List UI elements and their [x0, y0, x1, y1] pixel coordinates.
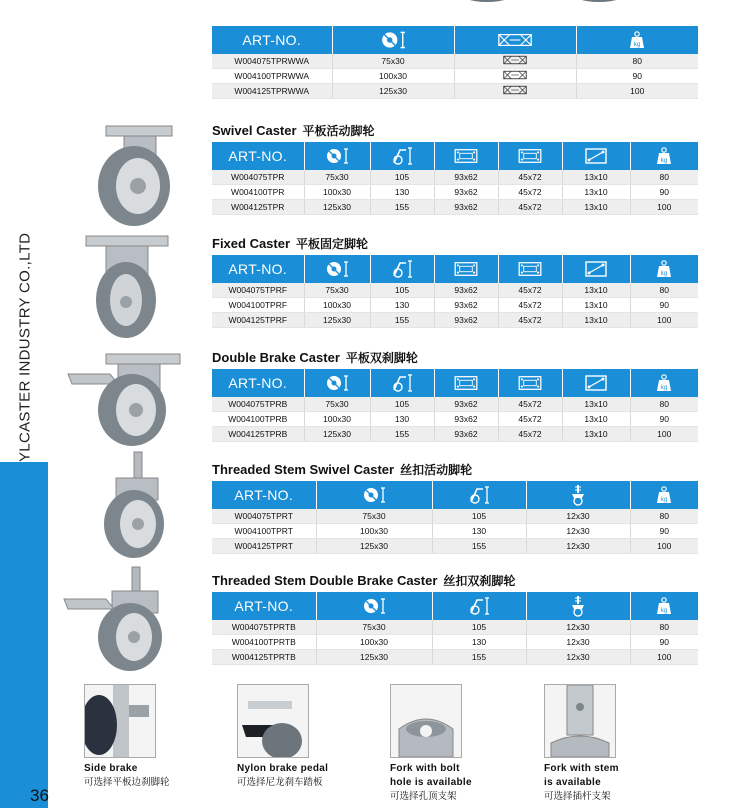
plate-cell: 93x62: [434, 185, 498, 200]
thread-stem-icon: [526, 592, 630, 620]
art-no-cell: W004100TPRB: [212, 412, 304, 427]
feature-nylon-brake-pedal: [237, 684, 377, 790]
top-plate-icon: [454, 26, 576, 54]
table-row: [212, 427, 698, 442]
section-title-en: Swivel Caster: [212, 123, 297, 138]
table-row: [212, 509, 698, 524]
spacing-cell: 45x72: [498, 185, 562, 200]
load-cell: 100: [630, 313, 698, 328]
threaded-swivel-caster-photo: [80, 450, 190, 560]
size-cell: 125x30: [304, 313, 370, 328]
spec-table: [212, 26, 698, 99]
load-kg-icon: [630, 369, 698, 397]
thread-cell: 12x30: [526, 524, 630, 539]
art-no-cell: W004075TPRB: [212, 397, 304, 412]
bolt-hole-spacing-icon: [498, 142, 562, 170]
table-header: [212, 481, 698, 509]
plate-cell: 93x62: [434, 298, 498, 313]
height-cell: 105: [432, 620, 526, 635]
size-cell: 100x30: [316, 524, 432, 539]
section-title-en: Threaded Stem Double Brake Caster: [212, 573, 438, 588]
load-cell: 90: [630, 298, 698, 313]
size-icon: [304, 369, 370, 397]
size-cell: 100x30: [304, 185, 370, 200]
table-row: [212, 185, 698, 200]
section-title-cn: 丝扣双刹脚轮: [443, 574, 516, 588]
load-cell: 90: [630, 412, 698, 427]
spacing-cell: 45x72: [498, 200, 562, 215]
height-cell: 130: [370, 185, 434, 200]
load-cell: 80: [576, 54, 698, 69]
load-kg-icon: [630, 481, 698, 509]
load-cell: 90: [630, 185, 698, 200]
side-brake-photo: [84, 684, 156, 758]
table-row: [212, 69, 698, 84]
load-cell: 80: [630, 170, 698, 185]
load-cell: 90: [630, 635, 698, 650]
height-cell: 155: [370, 200, 434, 215]
top-plate-icon: [434, 369, 498, 397]
table-row: [212, 84, 698, 99]
height-cell: 155: [370, 427, 434, 442]
table-header: [212, 592, 698, 620]
art-no-cell: W004075TPR: [212, 170, 304, 185]
load-cell: 100: [630, 539, 698, 554]
table-header: [212, 255, 698, 283]
art-no-cell: W004075TPRT: [212, 509, 316, 524]
feature-caption-cn: 可选择平板边刹脚轮: [84, 777, 170, 788]
art-no-cell: W004075TPRTB: [212, 620, 316, 635]
bolt-cell: 13x10: [562, 185, 630, 200]
fixed-caster-photo: [76, 232, 186, 340]
table-row: [212, 412, 698, 427]
bolt-hole-icon: [562, 142, 630, 170]
plate-cell: 93x62: [434, 412, 498, 427]
spec-table: [212, 142, 698, 215]
bolt-cell: 13x10: [562, 397, 630, 412]
section-title: [212, 349, 418, 366]
height-icon: [432, 592, 526, 620]
size-icon: [304, 255, 370, 283]
thread-cell: 12x30: [526, 509, 630, 524]
bolt-cell: 13x10: [562, 412, 630, 427]
bolt-cell: 13x10: [562, 298, 630, 313]
height-icon: [370, 255, 434, 283]
art-no-cell: W004100TPRT: [212, 524, 316, 539]
table-header: [212, 142, 698, 170]
art-no-cell: W004125TPRF: [212, 313, 304, 328]
size-icon: [316, 592, 432, 620]
height-cell: 130: [370, 412, 434, 427]
art-no-cell: W004075TPRF: [212, 283, 304, 298]
art-no-header: ART-NO.: [212, 142, 304, 170]
height-cell: 105: [370, 170, 434, 185]
spacing-cell: 45x72: [498, 283, 562, 298]
size-cell: 125x30: [316, 650, 432, 665]
table-row: [212, 397, 698, 412]
plate-symbol-icon: [500, 70, 530, 80]
page-number: 36: [30, 786, 49, 805]
load-cell: 90: [576, 69, 698, 84]
table-header: [212, 369, 698, 397]
section-title-cn: 丝扣活动脚轮: [400, 463, 473, 477]
height-icon: [370, 142, 434, 170]
height-icon: [432, 481, 526, 509]
size-cell: 100x30: [304, 298, 370, 313]
thread-cell: 12x30: [526, 635, 630, 650]
size-cell: 75x30: [304, 397, 370, 412]
plate-cell: 93x62: [434, 283, 498, 298]
art-no-cell: W004125TPRT: [212, 539, 316, 554]
bolt-cell: 13x10: [562, 170, 630, 185]
plate-cell: [454, 84, 576, 99]
height-cell: 155: [432, 650, 526, 665]
art-no-cell: W004100TPRTB: [212, 635, 316, 650]
thread-cell: 12x30: [526, 539, 630, 554]
spec-table: [212, 592, 698, 665]
feature-fork-stem: [544, 684, 684, 804]
load-cell: 100: [576, 84, 698, 99]
section-title-en: Fixed Caster: [212, 236, 291, 251]
plate-cell: 93x62: [434, 427, 498, 442]
height-cell: 105: [370, 283, 434, 298]
section-title-cn: 平板固定脚轮: [296, 237, 369, 251]
plate-cell: [454, 69, 576, 84]
spec-table: [212, 255, 698, 328]
table-row: [212, 524, 698, 539]
art-no-cell: W004125TPRWWA: [212, 84, 332, 99]
spacing-cell: 45x72: [498, 412, 562, 427]
bolt-cell: 13x10: [562, 283, 630, 298]
section-title: [212, 572, 515, 589]
load-cell: 90: [630, 524, 698, 539]
bolt-hole-spacing-icon: [498, 255, 562, 283]
load-kg-icon: [576, 26, 698, 54]
spacing-cell: 45x72: [498, 298, 562, 313]
size-cell: 75x30: [304, 170, 370, 185]
art-no-header: ART-NO.: [212, 255, 304, 283]
spec-table: [212, 369, 698, 442]
size-cell: 100x30: [304, 412, 370, 427]
bolt-cell: 13x10: [562, 427, 630, 442]
height-cell: 130: [432, 524, 526, 539]
wheel-photo-crop: [458, 0, 516, 2]
section-title-en: Threaded Stem Swivel Caster: [212, 462, 395, 477]
load-cell: 80: [630, 283, 698, 298]
art-no-cell: W004125TPR: [212, 200, 304, 215]
bolt-hole-icon: [562, 255, 630, 283]
top-plate-icon: [434, 255, 498, 283]
load-cell: 80: [630, 509, 698, 524]
height-cell: 155: [432, 539, 526, 554]
size-cell: 75x30: [332, 54, 454, 69]
spacing-cell: 45x72: [498, 397, 562, 412]
load-cell: 100: [630, 200, 698, 215]
art-no-cell: W004075TPRWWA: [212, 54, 332, 69]
section-title-cn: 平板双刹脚轮: [345, 351, 418, 365]
swivel-caster-photo: [86, 120, 196, 228]
table-row: [212, 54, 698, 69]
section-title-cn: 平板活动脚轮: [302, 124, 375, 138]
art-no-header: ART-NO.: [212, 481, 316, 509]
height-cell: 105: [432, 509, 526, 524]
art-no-cell: W004100TPR: [212, 185, 304, 200]
bolt-cell: 13x10: [562, 200, 630, 215]
feature-caption-cn: 可选择尼龙刹车踏板: [237, 777, 323, 788]
art-no-cell: W004125TPRTB: [212, 650, 316, 665]
load-kg-icon: [630, 142, 698, 170]
load-kg-icon: [630, 592, 698, 620]
table-row: [212, 635, 698, 650]
load-cell: 100: [630, 650, 698, 665]
table-row: [212, 313, 698, 328]
spacing-cell: 45x72: [498, 170, 562, 185]
feature-side-brake: [84, 684, 224, 790]
height-cell: 105: [370, 397, 434, 412]
size-cell: 125x30: [332, 84, 454, 99]
table-row: [212, 539, 698, 554]
table-row: [212, 200, 698, 215]
plate-cell: [454, 54, 576, 69]
feature-fork-bolt-hole: [390, 684, 530, 804]
feature-title-line2: is available: [544, 777, 601, 788]
feature-title: Nylon brake pedal: [237, 763, 329, 774]
load-cell: 80: [630, 620, 698, 635]
size-cell: 75x30: [316, 509, 432, 524]
plate-cell: 93x62: [434, 200, 498, 215]
plate-cell: 93x62: [434, 313, 498, 328]
height-cell: 130: [370, 298, 434, 313]
feature-title-line2: hole is available: [390, 777, 472, 788]
table-row: [212, 650, 698, 665]
size-cell: 100x30: [316, 635, 432, 650]
plate-cell: 93x62: [434, 397, 498, 412]
table-row: [212, 170, 698, 185]
bolt-cell: 13x10: [562, 313, 630, 328]
company-name: YLCASTER INDUSTRY CO.,LTD: [16, 232, 34, 462]
height-cell: 155: [370, 313, 434, 328]
feature-title: Fork with bolt: [390, 763, 460, 774]
size-cell: 75x30: [304, 283, 370, 298]
thread-cell: 12x30: [526, 650, 630, 665]
top-plate-icon: [434, 142, 498, 170]
size-cell: 75x30: [316, 620, 432, 635]
height-cell: 130: [432, 635, 526, 650]
art-no-cell: W004125TPRB: [212, 427, 304, 442]
table-row: [212, 298, 698, 313]
feature-caption-cn: 可选择孔顶支架: [390, 791, 457, 802]
double-brake-caster-photo: [62, 348, 192, 448]
thread-cell: 12x30: [526, 620, 630, 635]
threaded-double-brake-caster-photo: [60, 565, 190, 675]
size-cell: 125x30: [316, 539, 432, 554]
bolt-hole-icon: [562, 369, 630, 397]
load-kg-icon: [630, 255, 698, 283]
size-icon: [332, 26, 454, 54]
art-no-header: ART-NO.: [212, 26, 332, 54]
thread-stem-icon: [526, 481, 630, 509]
fork-stem-photo: [544, 684, 616, 758]
section-title: [212, 122, 375, 139]
table-row: [212, 620, 698, 635]
plate-symbol-icon: [500, 85, 530, 95]
feature-title: Side brake: [84, 763, 138, 774]
size-icon: [304, 142, 370, 170]
art-no-header: ART-NO.: [212, 592, 316, 620]
table-header: [212, 26, 698, 54]
art-no-cell: W004100TPRWWA: [212, 69, 332, 84]
plate-symbol-icon: [500, 55, 530, 65]
section-title: [212, 461, 472, 478]
spacing-cell: 45x72: [498, 427, 562, 442]
section-title: [212, 235, 368, 252]
load-cell: 100: [630, 427, 698, 442]
size-cell: 125x30: [304, 427, 370, 442]
art-no-header: ART-NO.: [212, 369, 304, 397]
load-cell: 80: [630, 397, 698, 412]
feature-caption-cn: 可选择插杆支架: [544, 791, 611, 802]
height-icon: [370, 369, 434, 397]
size-icon: [316, 481, 432, 509]
feature-title: Fork with stem: [544, 763, 619, 774]
bolt-hole-spacing-icon: [498, 369, 562, 397]
spacing-cell: 45x72: [498, 313, 562, 328]
sidebar-accent-bar: [0, 462, 48, 808]
size-cell: 100x30: [332, 69, 454, 84]
size-cell: 125x30: [304, 200, 370, 215]
table-row: [212, 283, 698, 298]
art-no-cell: W004100TPRF: [212, 298, 304, 313]
section-title-en: Double Brake Caster: [212, 350, 340, 365]
wheel-photo-crop: [570, 0, 628, 2]
nylon-brake-pedal-photo: [237, 684, 309, 758]
spec-table: [212, 481, 698, 554]
plate-cell: 93x62: [434, 170, 498, 185]
fork-bolt-hole-photo: [390, 684, 462, 758]
